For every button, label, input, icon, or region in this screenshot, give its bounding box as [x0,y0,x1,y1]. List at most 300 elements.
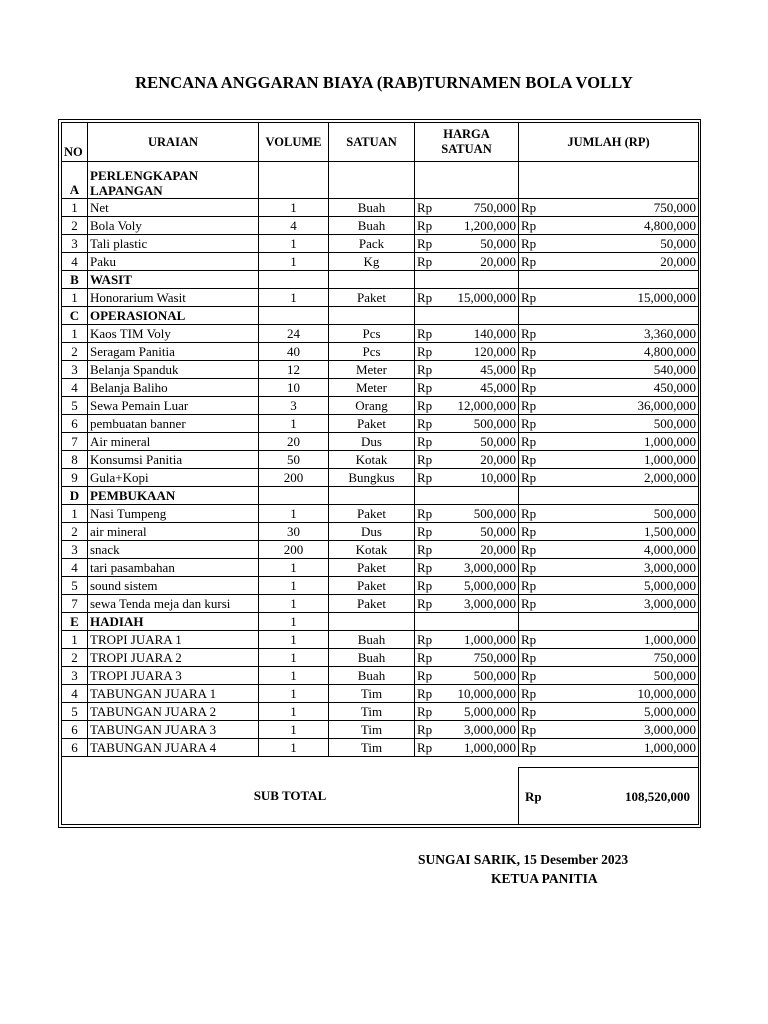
item-jumlah-wrap [521,253,696,270]
item-uraian: Belanja Spanduk [88,361,259,379]
item-uraian: Belanja Baliho [88,379,259,397]
item-no: 2 [62,343,88,361]
item-harga [415,667,519,685]
item-harga-value: 1,000,000 [464,632,516,647]
item-harga-value: 15,000,000 [457,290,516,305]
item-no: 2 [62,523,88,541]
item-uraian: TABUNGAN JUARA 2 [88,703,259,721]
item-jumlah-value: 1,000,000 [644,632,696,647]
item-uraian: TROPI JUARA 1 [88,631,259,649]
header-no: NO [62,123,88,162]
item-jumlah-value: 750,000 [653,650,696,665]
item-harga [415,595,519,613]
item-volume: 1 [259,685,329,703]
item-jumlah [519,325,699,343]
item-harga-wrap [417,325,516,342]
item-satuan: Pcs [329,343,415,361]
item-harga-value: 45,000 [480,362,516,377]
section-name: PEMBUKAAN [88,487,259,505]
item-uraian: Seragam Panitia [88,343,259,361]
currency-label: Rp [521,380,537,395]
item-jumlah [519,199,699,217]
item-satuan: Buah [329,217,415,235]
item-jumlah-value: 1,000,000 [644,434,696,449]
item-satuan: Kg [329,253,415,271]
section-row [62,271,699,289]
item-uraian: TABUNGAN JUARA 4 [88,739,259,757]
item-jumlah-wrap [521,469,696,486]
item-satuan: Dus [329,433,415,451]
item-harga [415,235,519,253]
section-volume [259,487,329,505]
header-volume: VOLUME [259,123,329,162]
item-satuan: Paket [329,559,415,577]
item-volume: 50 [259,451,329,469]
item-harga-wrap [417,505,516,522]
item-jumlah-wrap [521,433,696,450]
item-no: 8 [62,451,88,469]
currency-label: Rp [521,668,537,683]
subtotal-amount [519,768,699,825]
item-jumlah [519,451,699,469]
section-harga-empty [415,613,519,631]
currency-label: Rp [417,416,433,431]
currency-label: Rp [521,290,537,305]
item-volume: 1 [259,199,329,217]
item-jumlah-value: 50,000 [660,236,696,251]
item-volume: 1 [259,559,329,577]
item-jumlah-wrap [521,739,696,756]
item-satuan: Kotak [329,541,415,559]
item-harga-value: 10,000,000 [457,686,516,701]
item-jumlah-value: 1,500,000 [644,524,696,539]
item-harga-value: 140,000 [473,326,516,341]
table-row [62,343,699,361]
item-volume: 1 [259,721,329,739]
item-no: 1 [62,289,88,307]
item-jumlah-wrap [521,199,696,216]
item-uraian: Nasi Tumpeng [88,505,259,523]
item-harga-value: 120,000 [473,344,516,359]
section-row [62,613,699,631]
item-harga-value: 750,000 [473,650,516,665]
item-satuan: Paket [329,415,415,433]
item-harga-wrap [417,649,516,666]
item-jumlah [519,343,699,361]
item-harga [415,397,519,415]
item-jumlah [519,289,699,307]
item-harga-wrap [417,721,516,738]
item-volume: 1 [259,595,329,613]
item-no: 7 [62,595,88,613]
item-jumlah-value: 750,000 [653,200,696,215]
item-uraian: Kaos TIM Voly [88,325,259,343]
item-harga [415,631,519,649]
item-harga-value: 50,000 [480,236,516,251]
item-jumlah-value: 500,000 [653,416,696,431]
currency-label: Rp [417,560,433,575]
item-jumlah [519,685,699,703]
item-satuan: Buah [329,199,415,217]
section-volume [259,271,329,289]
section-jumlah-empty [519,613,699,631]
currency-label: Rp [417,650,433,665]
item-jumlah-value: 3,000,000 [644,722,696,737]
item-uraian: Konsumsi Panitia [88,451,259,469]
currency-label: Rp [417,740,433,755]
item-uraian: Honorarium Wasit [88,289,259,307]
item-harga [415,253,519,271]
table-row [62,739,699,757]
item-harga [415,433,519,451]
item-volume: 1 [259,667,329,685]
item-uraian: Tali plastic [88,235,259,253]
item-satuan: Tim [329,721,415,739]
currency-label: Rp [417,452,433,467]
item-no: 9 [62,469,88,487]
table-row [62,721,699,739]
currency-label: Rp [521,542,537,557]
table-row [62,235,699,253]
item-harga-wrap [417,415,516,432]
item-harga-wrap [417,559,516,576]
item-jumlah [519,541,699,559]
item-jumlah-value: 10,000,000 [637,686,696,701]
currency-label: Rp [417,434,433,449]
item-harga-value: 500,000 [473,668,516,683]
item-satuan: Orang [329,397,415,415]
section-satuan-empty [329,162,415,199]
currency-label: Rp [521,578,537,593]
section-name: PERLENGKAPAN LAPANGAN [88,162,259,199]
item-satuan: Tim [329,739,415,757]
item-jumlah [519,235,699,253]
item-jumlah [519,721,699,739]
currency-label: Rp [521,254,537,269]
section-harga-empty [415,487,519,505]
item-satuan: Buah [329,667,415,685]
item-volume: 1 [259,505,329,523]
currency-label: Rp [417,362,433,377]
header-satuan: SATUAN [329,123,415,162]
section-satuan-empty [329,487,415,505]
item-no: 4 [62,379,88,397]
currency-label: Rp [417,218,433,233]
item-uraian: tari pasambahan [88,559,259,577]
item-no: 6 [62,721,88,739]
item-jumlah [519,361,699,379]
item-uraian: pembuatan banner [88,415,259,433]
item-harga-value: 1,200,000 [464,218,516,233]
item-harga-value: 20,000 [480,542,516,557]
table-row [62,451,699,469]
currency-label: Rp [521,452,537,467]
table-row [62,631,699,649]
item-jumlah [519,649,699,667]
item-satuan: Paket [329,595,415,613]
item-satuan: Paket [329,577,415,595]
currency-label: Rp [521,722,537,737]
item-harga-value: 50,000 [480,524,516,539]
item-jumlah-value: 20,000 [660,254,696,269]
item-harga-value: 50,000 [480,434,516,449]
table-row [62,541,699,559]
item-jumlah-wrap [521,631,696,648]
item-no: 6 [62,739,88,757]
item-harga [415,685,519,703]
currency-label: Rp [417,632,433,647]
item-harga-value: 1,000,000 [464,740,516,755]
item-no: 6 [62,415,88,433]
item-harga-value: 3,000,000 [464,596,516,611]
currency-label: Rp [521,560,537,575]
item-volume: 4 [259,217,329,235]
table-row [62,505,699,523]
item-no: 3 [62,361,88,379]
item-jumlah-wrap [521,451,696,468]
item-volume: 3 [259,397,329,415]
item-satuan: Dus [329,523,415,541]
item-jumlah [519,523,699,541]
item-jumlah [519,577,699,595]
item-uraian: air mineral [88,523,259,541]
item-jumlah-wrap [521,577,696,594]
item-volume: 1 [259,289,329,307]
spacer-cell [62,757,699,768]
currency-label: Rp [521,470,537,485]
item-harga-value: 10,000 [480,470,516,485]
item-jumlah-value: 5,000,000 [644,578,696,593]
currency-label: Rp [417,542,433,557]
document-title: RENCANA ANGGARAN BIAYA (RAB)TURNAMEN BOLA VOLLY [135,73,633,92]
table-row [62,415,699,433]
item-jumlah [519,379,699,397]
item-harga-wrap [417,397,516,414]
currency-label: Rp [521,362,537,377]
item-harga [415,721,519,739]
currency-label: Rp [521,524,537,539]
item-volume: 24 [259,325,329,343]
table-row [62,361,699,379]
item-jumlah [519,415,699,433]
item-jumlah [519,469,699,487]
item-uraian: TABUNGAN JUARA 1 [88,685,259,703]
item-satuan: Buah [329,631,415,649]
section-code: B [62,271,88,289]
item-jumlah-wrap [521,397,696,414]
item-volume: 10 [259,379,329,397]
subtotal-row [62,768,699,825]
currency-label: Rp [417,722,433,737]
item-harga-wrap [417,685,516,702]
item-harga [415,559,519,577]
item-jumlah-wrap [521,685,696,702]
table-row [62,703,699,721]
table-header-row [62,123,699,162]
subtotal-value: 108,520,000 [625,788,690,804]
item-satuan: Tim [329,685,415,703]
item-satuan: Bungkus [329,469,415,487]
header-harga-satuan [415,123,519,162]
currency-label: Rp [521,686,537,701]
item-satuan: Paket [329,289,415,307]
item-uraian: Gula+Kopi [88,469,259,487]
item-jumlah-value: 3,000,000 [644,596,696,611]
item-jumlah-value: 36,000,000 [637,398,696,413]
header-jumlah: JUMLAH (RP) [519,123,699,162]
item-uraian: sound sistem [88,577,259,595]
item-harga-value: 3,000,000 [464,722,516,737]
item-jumlah-wrap [521,559,696,576]
item-no: 3 [62,541,88,559]
table-row [62,253,699,271]
item-harga-wrap [417,235,516,252]
item-no: 2 [62,649,88,667]
currency-label: Rp [521,398,537,413]
item-jumlah-wrap [521,343,696,360]
item-harga-wrap [417,361,516,378]
item-harga-wrap [417,541,516,558]
item-jumlah [519,397,699,415]
table-row [62,325,699,343]
item-harga-wrap [417,451,516,468]
currency-label: Rp [417,704,433,719]
item-jumlah-wrap [521,289,696,306]
item-jumlah-value: 5,000,000 [644,704,696,719]
currency-label: Rp [417,380,433,395]
currency-label: Rp [417,398,433,413]
item-harga [415,451,519,469]
section-satuan-empty [329,307,415,325]
item-harga-wrap [417,523,516,540]
item-no: 1 [62,325,88,343]
section-code: D [62,487,88,505]
item-jumlah-value: 4,800,000 [644,344,696,359]
currency-label: Rp [521,416,537,431]
item-jumlah-value: 1,000,000 [644,452,696,467]
item-volume: 20 [259,433,329,451]
item-harga-wrap [417,577,516,594]
item-jumlah-wrap [521,361,696,378]
section-code: C [62,307,88,325]
currency-label: Rp [417,578,433,593]
item-harga [415,649,519,667]
currency-label: Rp [417,470,433,485]
item-no: 4 [62,253,88,271]
item-satuan: Pcs [329,325,415,343]
item-harga-value: 12,000,000 [457,398,516,413]
item-harga [415,361,519,379]
item-no: 7 [62,433,88,451]
item-uraian: snack [88,541,259,559]
item-harga-value: 5,000,000 [464,704,516,719]
item-jumlah [519,595,699,613]
section-harga-empty [415,162,519,199]
section-satuan-empty [329,271,415,289]
item-jumlah-value: 1,000,000 [644,740,696,755]
item-jumlah-value: 2,000,000 [644,470,696,485]
item-volume: 1 [259,631,329,649]
section-volume: 1 [259,613,329,631]
item-satuan: Meter [329,361,415,379]
item-harga [415,577,519,595]
currency-label: Rp [521,200,537,215]
item-uraian: Sewa Pemain Luar [88,397,259,415]
budget-table [61,122,699,825]
section-satuan-empty [329,613,415,631]
item-jumlah-wrap [521,667,696,684]
item-no: 5 [62,397,88,415]
item-jumlah-value: 3,360,000 [644,326,696,341]
item-volume: 30 [259,523,329,541]
currency-label: Rp [417,686,433,701]
section-code: A [62,162,88,199]
table-row [62,649,699,667]
item-jumlah [519,433,699,451]
currency-label: Rp [417,236,433,251]
section-jumlah-empty [519,487,699,505]
item-uraian: Bola Voly [88,217,259,235]
item-jumlah-wrap [521,649,696,666]
item-jumlah [519,667,699,685]
section-jumlah-empty [519,307,699,325]
item-satuan: Paket [329,505,415,523]
item-jumlah [519,559,699,577]
item-no: 5 [62,703,88,721]
item-uraian: TROPI JUARA 2 [88,649,259,667]
section-volume [259,162,329,199]
item-harga [415,289,519,307]
item-harga [415,739,519,757]
budget-table-frame [58,119,701,828]
item-volume: 1 [259,649,329,667]
item-uraian: Air mineral [88,433,259,451]
section-volume [259,307,329,325]
currency-label: Rp [521,434,537,449]
currency-label: Rp [521,218,537,233]
item-jumlah-wrap [521,721,696,738]
item-no: 1 [62,505,88,523]
section-row [62,162,699,199]
item-harga [415,703,519,721]
item-jumlah-wrap [521,379,696,396]
item-jumlah-wrap [521,325,696,342]
item-volume: 1 [259,739,329,757]
table-row [62,667,699,685]
item-satuan: Pack [329,235,415,253]
item-jumlah-wrap [521,595,696,612]
item-volume: 200 [259,469,329,487]
currency-label: Rp [521,704,537,719]
subtotal-label: SUB TOTAL [62,768,519,825]
currency-label: Rp [521,632,537,647]
currency-label: Rp [417,668,433,683]
item-uraian: Paku [88,253,259,271]
item-harga-value: 5,000,000 [464,578,516,593]
section-jumlah-empty [519,271,699,289]
item-volume: 1 [259,253,329,271]
item-jumlah [519,217,699,235]
item-volume: 1 [259,703,329,721]
item-harga-wrap [417,217,516,234]
item-harga-value: 500,000 [473,416,516,431]
currency-label: Rp [417,344,433,359]
item-harga-wrap [417,253,516,270]
currency-label: Rp [521,236,537,251]
header-uraian: URAIAN [88,123,259,162]
item-harga [415,415,519,433]
item-jumlah [519,703,699,721]
